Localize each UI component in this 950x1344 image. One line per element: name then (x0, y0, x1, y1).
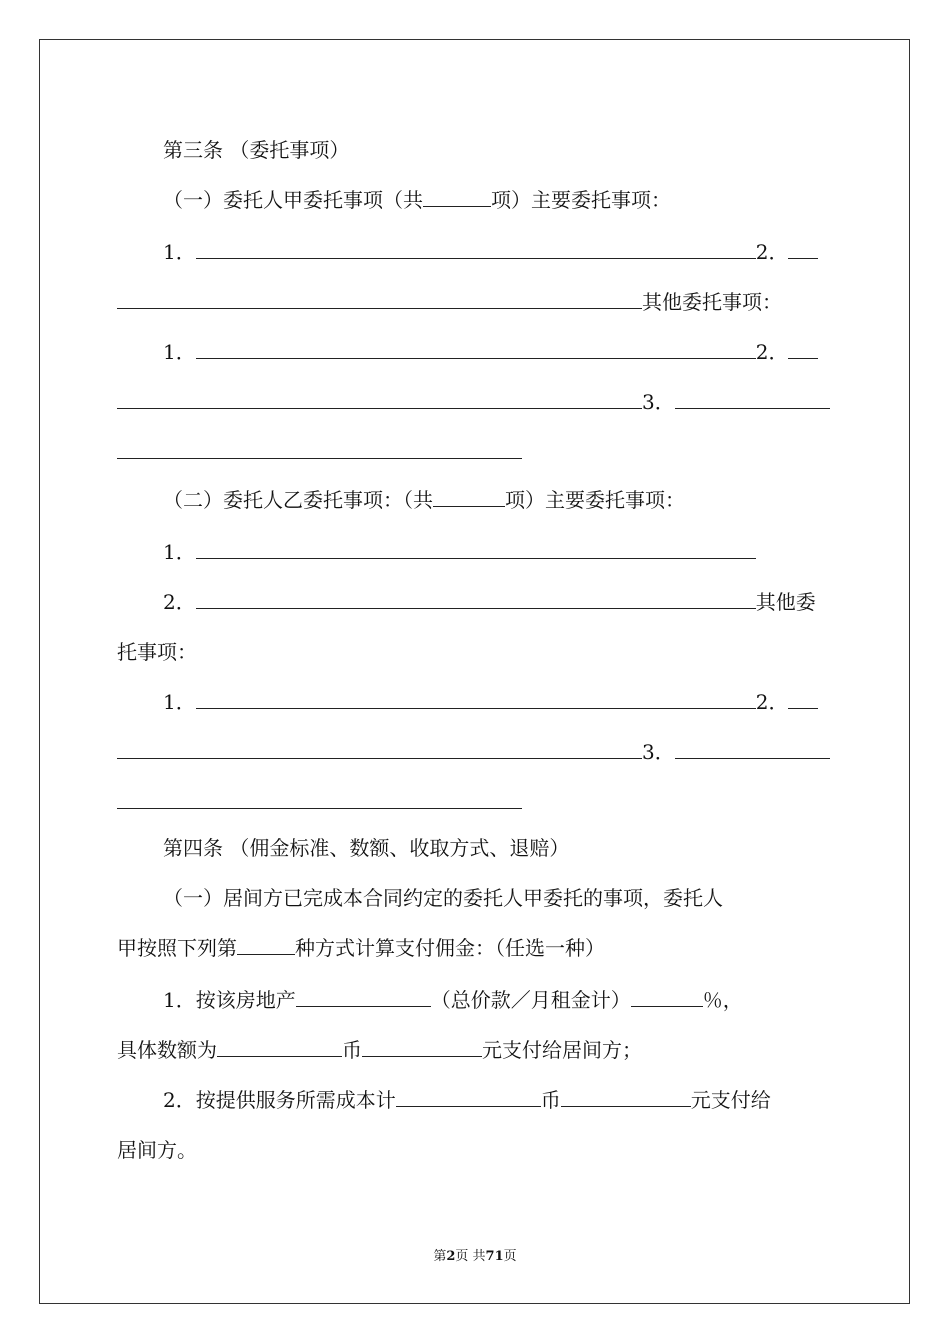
article-4-heading (163, 835, 837, 861)
blank-item-2[interactable] (196, 590, 756, 609)
text: 具体数额为 (117, 1038, 217, 1062)
blank-other-3[interactable] (675, 390, 830, 409)
text: 元支付给 (690, 1088, 771, 1112)
section-a-title (163, 187, 837, 213)
item-number: 1． (163, 690, 196, 714)
blank-other-3-cont[interactable] (117, 790, 522, 809)
blank-count[interactable] (423, 188, 491, 207)
art4-item-1-line-1 (163, 987, 837, 1013)
blank-amount[interactable] (561, 1088, 691, 1107)
article-3-heading (163, 137, 837, 163)
blank-currency[interactable] (396, 1088, 541, 1107)
text: （一）居间方已完成本合同约定的委托人甲委托的事项，委托人 (163, 886, 723, 910)
art4-item-2-line-2 (117, 1137, 837, 1163)
text: 页 (503, 1249, 517, 1264)
a-other-items-row (163, 339, 837, 365)
blank-other-1[interactable] (196, 690, 756, 709)
blank-currency[interactable] (217, 1038, 342, 1057)
b-other-items-row (163, 689, 837, 715)
blank-basis[interactable] (296, 988, 431, 1007)
item-number: 1． (163, 240, 196, 264)
other-label: 其他委 (755, 590, 816, 614)
item-number: 1． (163, 340, 196, 364)
other-label: 其他委托事项： (642, 290, 782, 314)
blank-other-2-cont[interactable] (117, 740, 642, 759)
text: 1．按该房地产 (163, 988, 296, 1012)
a-other-items-row-2 (117, 389, 837, 415)
item-number: 1． (163, 540, 196, 564)
b-other-label-cont (117, 639, 837, 665)
page-number: 2 (446, 1249, 456, 1264)
text: 甲按照下列第 (117, 936, 237, 960)
blank-other-2-cont[interactable] (117, 390, 642, 409)
blank-item-1[interactable] (196, 540, 756, 559)
blank-amount[interactable] (362, 1038, 482, 1057)
blank-item-1[interactable] (196, 240, 756, 259)
a-other-items-row-3 (117, 439, 837, 465)
text: 第 (433, 1249, 447, 1264)
item-number: 2． (755, 340, 789, 364)
blank-other-3[interactable] (675, 740, 830, 759)
page-total: 71 (485, 1249, 504, 1264)
art4-item-2-line-1 (163, 1087, 837, 1113)
text: 页 共 (455, 1249, 486, 1264)
page-border (39, 39, 910, 1304)
item-number: 2． (163, 590, 196, 614)
blank-other-2[interactable] (788, 340, 818, 359)
art4-para-1-line-1 (163, 885, 837, 911)
text: 元支付给居间方； (482, 1038, 642, 1062)
text: （总价款／月租金计） (430, 988, 631, 1012)
blank-item-2[interactable] (788, 240, 818, 259)
art4-para-1-line-2 (117, 935, 837, 961)
blank-other-3-cont[interactable] (117, 440, 522, 459)
item-number: 2． (755, 240, 789, 264)
blank-other-2[interactable] (788, 690, 818, 709)
text: 币 (540, 1088, 561, 1112)
text: （一）委托人甲委托事项（共 (163, 188, 423, 212)
text: 居间方。 (117, 1138, 197, 1162)
text: 币 (342, 1038, 362, 1062)
item-number: 2． (755, 690, 789, 714)
other-label: 托事项： (117, 640, 197, 664)
b-main-item-1 (163, 539, 837, 565)
page-footer (0, 1245, 950, 1264)
a-other-row (117, 289, 837, 315)
text: 项）主要委托事项： (505, 488, 685, 512)
item-number: 3． (642, 740, 675, 764)
art4-item-1-line-2 (117, 1037, 837, 1063)
b-main-item-2 (163, 589, 837, 615)
blank-method[interactable] (237, 936, 295, 955)
b-other-items-row-3 (117, 789, 837, 815)
section-b-title (163, 487, 837, 513)
item-number: 3． (642, 390, 675, 414)
b-other-items-row-2 (117, 739, 837, 765)
blank-percent[interactable] (631, 988, 703, 1007)
blank-count[interactable] (433, 488, 505, 507)
heading-text: 第三条 （委托事项） (163, 138, 350, 162)
text: ％， (702, 988, 743, 1012)
blank-other-1[interactable] (196, 340, 756, 359)
heading-text: 第四条 （佣金标准、数额、收取方式、退赔） (163, 836, 570, 860)
text: （二）委托人乙委托事项：（共 (163, 488, 433, 512)
text: 种方式计算支付佣金：（任选一种） (295, 936, 605, 960)
a-main-items-row (163, 239, 837, 265)
text: 项）主要委托事项： (491, 188, 671, 212)
blank-item-2-cont[interactable] (117, 290, 642, 309)
text: 2．按提供服务所需成本计 (163, 1088, 396, 1112)
